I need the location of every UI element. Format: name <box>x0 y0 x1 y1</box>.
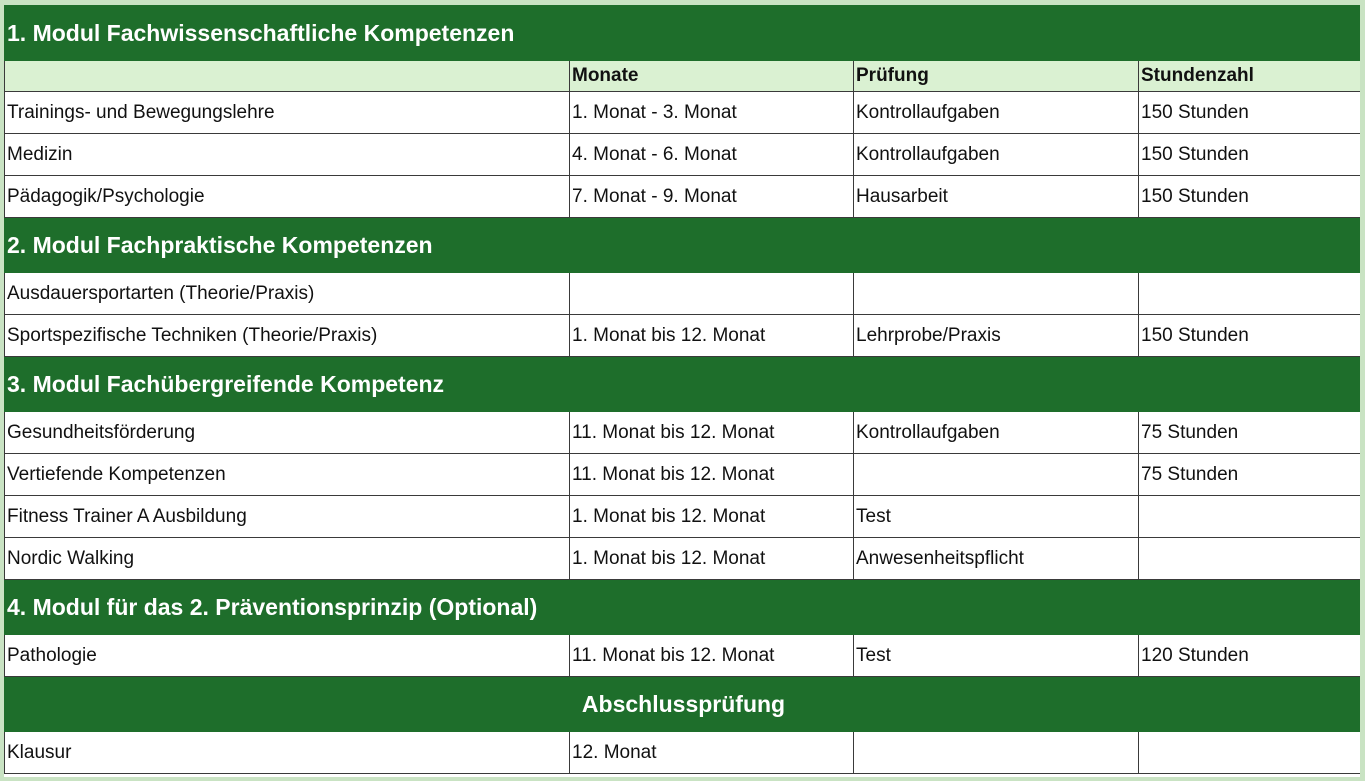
column-header-row <box>5 61 1361 92</box>
cell-exam: Test <box>854 496 1139 538</box>
table-row <box>5 732 1361 774</box>
cell-subject: Ausdauersportarten (Theorie/Praxis) <box>5 273 570 315</box>
cell-months: 1. Monat bis 12. Monat <box>570 315 854 357</box>
header-cell-hours: Stundenzahl <box>1139 61 1361 92</box>
cell-subject: Fitness Trainer A Ausbildung <box>5 496 570 538</box>
cell-months: 4. Monat - 6. Monat <box>570 134 854 176</box>
cell-subject: Pädagogik/Psychologie <box>5 176 570 218</box>
cell-hours <box>1139 496 1361 538</box>
table-row <box>5 538 1361 580</box>
module-header <box>5 6 1361 61</box>
cell-subject: Medizin <box>5 134 570 176</box>
cell-exam: Hausarbeit <box>854 176 1139 218</box>
table-row <box>5 176 1361 218</box>
cell-hours: 120 Stunden <box>1139 635 1361 677</box>
cell-exam: Anwesenheitspflicht <box>854 538 1139 580</box>
cell-months: 11. Monat bis 12. Monat <box>570 454 854 496</box>
cell-subject: Vertiefende Kompetenzen <box>5 454 570 496</box>
cell-hours <box>1139 273 1361 315</box>
final-exam-title: Abschlussprüfung <box>5 677 1361 732</box>
table-row <box>5 92 1361 134</box>
module-title: 1. Modul Fachwissenschaftliche Kompetenzen <box>5 6 1361 61</box>
module-title: 4. Modul für das 2. Präventionsprinzip (Optional) <box>5 580 1361 635</box>
cell-exam <box>854 454 1139 496</box>
table-row <box>5 315 1361 357</box>
cell-exam <box>854 732 1139 774</box>
cell-exam: Lehrprobe/Praxis <box>854 315 1139 357</box>
table-row <box>5 273 1361 315</box>
table-row <box>5 496 1361 538</box>
cell-months: 1. Monat - 3. Monat <box>570 92 854 134</box>
table-row <box>5 134 1361 176</box>
table-row <box>5 412 1361 454</box>
cell-hours: 150 Stunden <box>1139 176 1361 218</box>
module-title: 3. Modul Fachübergreifende Kompetenz <box>5 357 1361 412</box>
cell-hours <box>1139 732 1361 774</box>
cell-subject: Pathologie <box>5 635 570 677</box>
cell-months: 7. Monat - 9. Monat <box>570 176 854 218</box>
cell-hours: 75 Stunden <box>1139 412 1361 454</box>
cell-months <box>570 273 854 315</box>
cell-exam: Test <box>854 635 1139 677</box>
cell-subject: Gesundheitsförderung <box>5 412 570 454</box>
cell-subject: Sportspezifische Techniken (Theorie/Praxis) <box>5 315 570 357</box>
cell-exam: Kontrollaufgaben <box>854 134 1139 176</box>
cell-exam: Kontrollaufgaben <box>854 92 1139 134</box>
table-row <box>5 454 1361 496</box>
cell-subject: Trainings- und Bewegungslehre <box>5 92 570 134</box>
cell-hours: 75 Stunden <box>1139 454 1361 496</box>
header-cell-subject <box>5 61 570 92</box>
cell-exam: Kontrollaufgaben <box>854 412 1139 454</box>
cell-exam <box>854 273 1139 315</box>
cell-hours: 150 Stunden <box>1139 134 1361 176</box>
cell-months: 1. Monat bis 12. Monat <box>570 496 854 538</box>
cell-months: 11. Monat bis 12. Monat <box>570 635 854 677</box>
header-cell-exam: Prüfung <box>854 61 1139 92</box>
module-title: 2. Modul Fachpraktische Kompetenzen <box>5 218 1361 273</box>
module-header <box>5 218 1361 273</box>
cell-hours: 150 Stunden <box>1139 92 1361 134</box>
cell-hours <box>1139 538 1361 580</box>
cell-months: 1. Monat bis 12. Monat <box>570 538 854 580</box>
curriculum-sheet <box>4 5 1360 777</box>
module-header <box>5 580 1361 635</box>
header-cell-months: Monate <box>570 61 854 92</box>
cell-months: 11. Monat bis 12. Monat <box>570 412 854 454</box>
module-header <box>5 357 1361 412</box>
table-row <box>5 635 1361 677</box>
cell-months: 12. Monat <box>570 732 854 774</box>
cell-subject: Nordic Walking <box>5 538 570 580</box>
cell-subject: Klausur <box>5 732 570 774</box>
cell-hours: 150 Stunden <box>1139 315 1361 357</box>
final-exam-header <box>5 677 1361 732</box>
curriculum-table <box>4 5 1360 774</box>
